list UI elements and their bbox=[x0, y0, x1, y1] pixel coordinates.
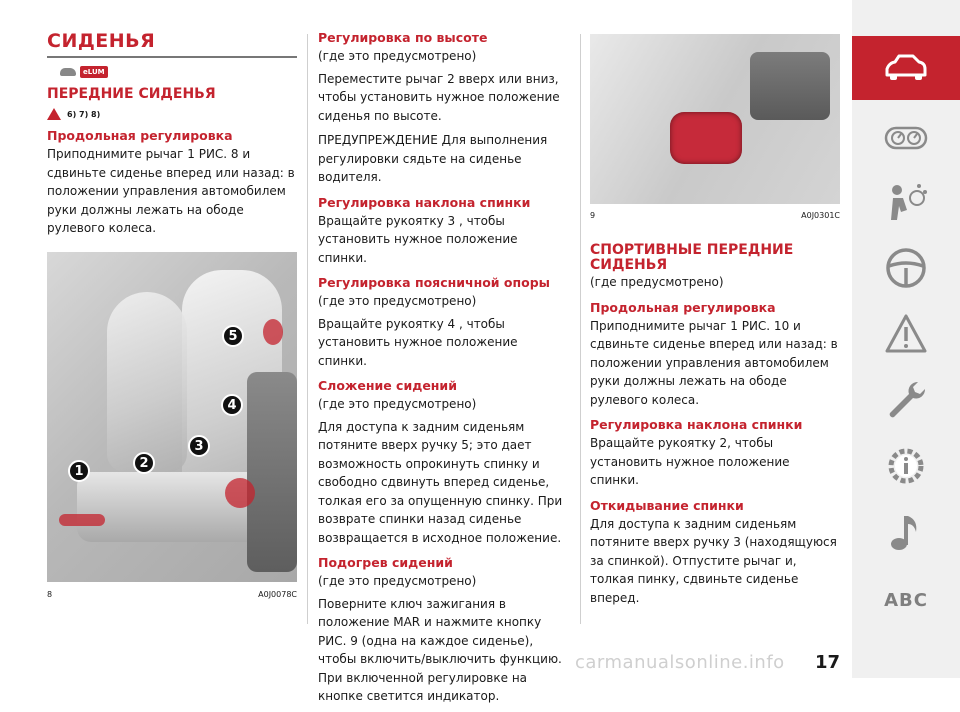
note-heat: (где это предусмотрено) bbox=[318, 574, 477, 588]
warning-triangle-icon bbox=[47, 108, 61, 120]
column-divider-2 bbox=[580, 34, 581, 624]
note-lumbar: (где это предусмотрено) bbox=[318, 294, 477, 308]
note-fold: (где это предусмотрено) bbox=[318, 397, 477, 411]
heading-sport-longitudinal: Продольная регулировка bbox=[590, 299, 776, 315]
wrench-icon bbox=[884, 378, 928, 422]
music-note-icon bbox=[886, 510, 926, 554]
sidebar-item-airbag[interactable] bbox=[852, 170, 960, 234]
text-fold: Для доступа к задним сиденьям потяните вверх ручку 5; это дает возможность опрокинуть спинку и свободно сдвинуть вперед сиденье, толкая его за опущенную спинку. При возврате спинки назад сиденье возвращается в исходное положение. bbox=[318, 419, 563, 545]
figure-9-heater-button-photo bbox=[590, 34, 840, 204]
section-front-seats: ПЕРЕДНИЕ СИДЕНЬЯ bbox=[47, 86, 216, 102]
warning-icon bbox=[884, 313, 928, 355]
figure-9-number: 9 bbox=[590, 211, 596, 220]
page-number: 17 bbox=[815, 652, 841, 673]
seat-back-left bbox=[107, 292, 187, 472]
heading-sport-back: Регулировка наклона спинки bbox=[590, 417, 803, 432]
lever-1-highlight bbox=[59, 514, 105, 526]
gauges-icon bbox=[883, 123, 929, 153]
car-badge-icon bbox=[60, 68, 76, 76]
refs-text: 6) 7) 8) bbox=[67, 109, 101, 119]
heading-sport-seats: СПОРТИВНЫЕ ПЕРЕДНИЕ СИДЕНЬЯ bbox=[590, 242, 794, 273]
column-2 bbox=[318, 30, 568, 712]
figure-8-code: A0J0078C bbox=[258, 590, 297, 599]
callout-1: 1 bbox=[68, 460, 90, 482]
elum-badge: eLUM bbox=[80, 66, 108, 78]
heading-back: Регулировка наклона спинки bbox=[318, 194, 531, 210]
heading-fold: Сложение сидений bbox=[318, 378, 457, 393]
steering-wheel-icon bbox=[884, 246, 928, 290]
sidebar-item-steering[interactable] bbox=[852, 236, 960, 300]
heading-height: Регулировка по высоте bbox=[318, 30, 488, 45]
sidebar-item-car[interactable] bbox=[852, 36, 960, 100]
heading-heat: Подогрев сидений bbox=[318, 555, 453, 570]
console-slot bbox=[750, 52, 830, 120]
sidebar-item-maintenance[interactable] bbox=[852, 368, 960, 432]
text-sport-longitudinal: Приподнимите рычаг 1 РИС. 10 и сдвиньте сиденье вперед или назад: в положении управления автомобилем руки должны лежать на ободе рулевого колеса. bbox=[590, 318, 838, 407]
note-sport: (где предусмотрено) bbox=[590, 275, 724, 289]
text-sport-back: Вращайте рукоятку 2, чтобы установить нужное положение спинки. bbox=[590, 436, 790, 487]
text-sport-fold: Для доступа к задним сиденьям потяните вверх ручку 3 (находящуюся за спинкой). Отпустите рычаг и, толкая пинку, сдвиньте сиденье вперед. bbox=[590, 516, 837, 605]
seat-heater-button bbox=[670, 112, 742, 164]
heading-longitudinal: Продольная регулировка bbox=[47, 128, 233, 143]
info-gear-icon bbox=[884, 444, 928, 488]
sidebar-item-warnings[interactable] bbox=[852, 302, 960, 366]
door-panel bbox=[247, 372, 297, 572]
sidebar-item-index[interactable] bbox=[852, 568, 960, 632]
figure-9-code: A0J0301C bbox=[801, 211, 840, 220]
text-longitudinal: Приподнимите рычаг 1 РИС. 8 и сдвиньте сиденье вперед или назад: в положении управления автомобилем руки должны лежать на ободе рулевого колеса. bbox=[47, 147, 295, 235]
callout-5: 5 bbox=[222, 325, 244, 347]
callout-2: 2 bbox=[133, 452, 155, 474]
heading-lumbar: Регулировка поясничной опоры bbox=[318, 275, 550, 290]
watermark: carmanualsonline.info bbox=[575, 652, 785, 673]
figure-8-caption bbox=[47, 590, 297, 599]
sidebar-item-multimedia[interactable] bbox=[852, 500, 960, 564]
text-heat: Поверните ключ зажигания в положение MAR и нажмите кнопку РИС. 9 (одна на каждое сиденье), чтобы включить/выключить функцию. При включенной регулировке на кнопке светится индикатор. bbox=[318, 596, 562, 703]
column-1 bbox=[47, 30, 297, 244]
figure-8-seat-photo bbox=[47, 252, 297, 582]
column-3 bbox=[590, 243, 840, 613]
text-back: Вращайте рукоятку 3 , чтобы установить нужное положение спинки. bbox=[318, 213, 518, 265]
abc-label: ABC bbox=[884, 589, 928, 611]
handle-5-highlight bbox=[263, 319, 283, 345]
sidebar-item-gauges[interactable] bbox=[852, 106, 960, 170]
figure-9-caption bbox=[590, 211, 840, 220]
text-lumbar: Вращайте рукоятку 4 , чтобы установить нужное положение спинки. bbox=[318, 316, 518, 368]
column-divider-1 bbox=[307, 34, 308, 624]
note-height: (где это предусмотрено) bbox=[318, 49, 477, 63]
car-icon bbox=[883, 53, 929, 83]
sidebar-item-technical[interactable] bbox=[852, 434, 960, 498]
warning-refs bbox=[47, 108, 297, 120]
text-warning: ПРЕДУПРЕЖДЕНИЕ Для выполнения регулировки сядьте на сиденье водителя. bbox=[318, 133, 548, 184]
figure-8-number: 8 bbox=[47, 590, 53, 599]
text-height: Переместите рычаг 2 вверх или вниз, чтобы установить нужное положение сиденья по высоте. bbox=[318, 71, 560, 123]
model-badge bbox=[60, 66, 297, 78]
callout-4: 4 bbox=[221, 394, 243, 416]
callout-3: 3 bbox=[188, 435, 210, 457]
knob-4-highlight bbox=[225, 478, 255, 508]
page-title: СИДЕНЬЯ bbox=[47, 30, 156, 52]
heading-sport-fold: Откидывание спинки bbox=[590, 497, 744, 513]
title-rule bbox=[47, 56, 297, 58]
airbag-icon bbox=[883, 182, 929, 222]
